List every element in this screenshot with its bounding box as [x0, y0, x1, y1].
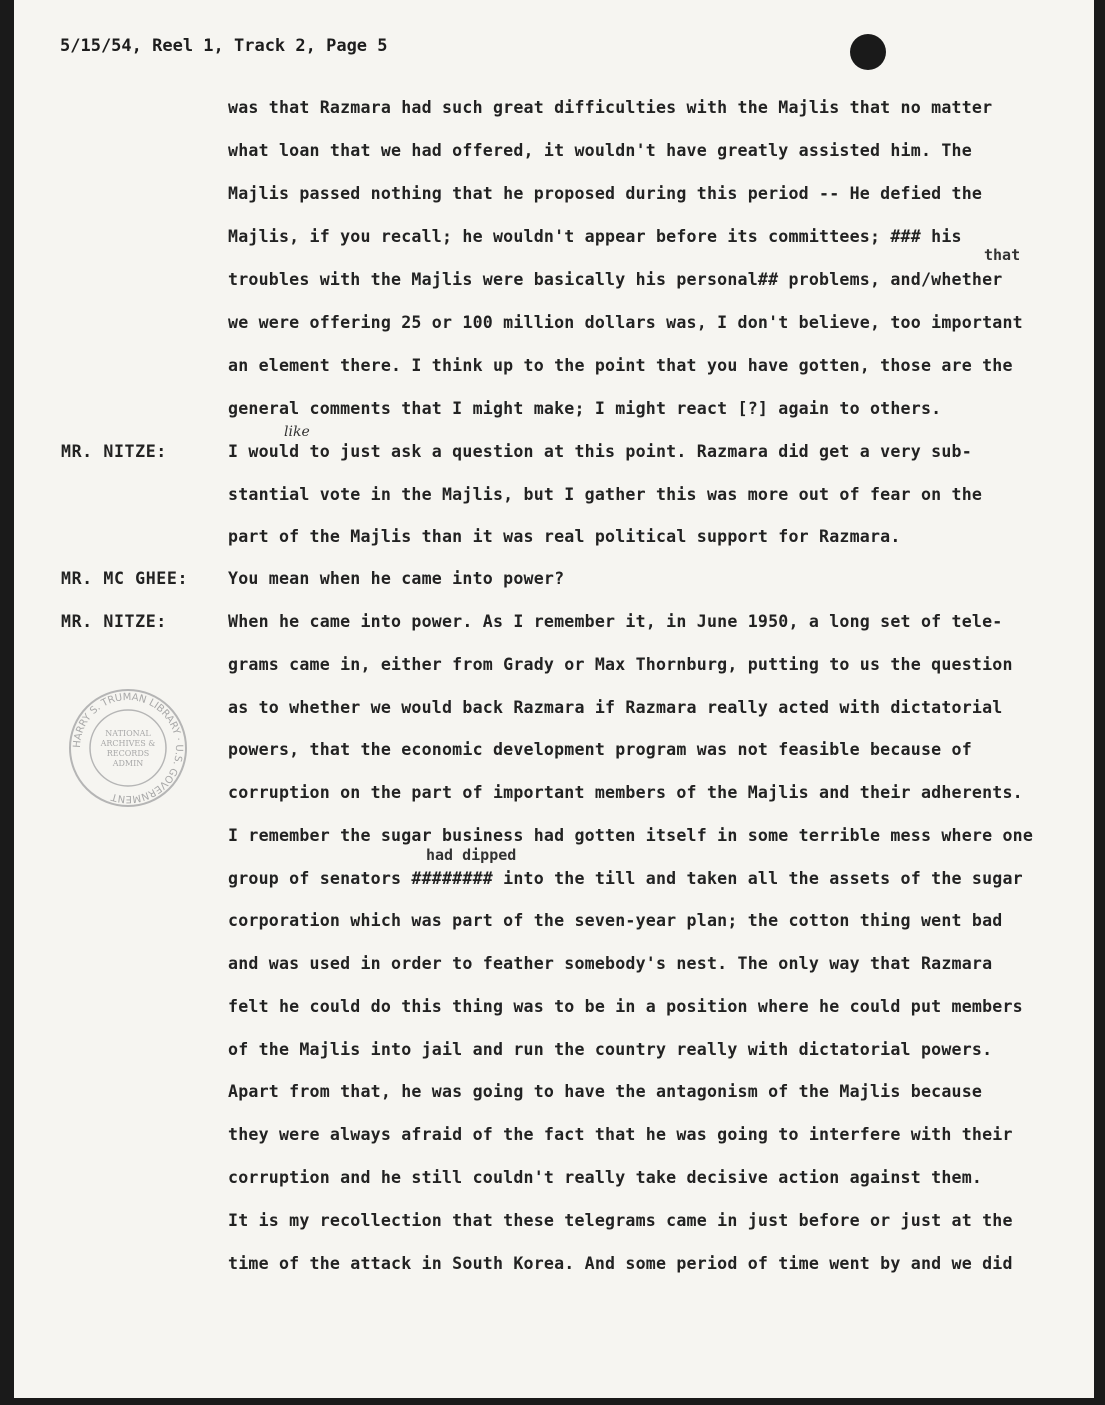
insertion-like: like — [284, 424, 310, 440]
text-line: corporation which was part of the seven-year plan; the cotton thing went bad — [228, 911, 1003, 930]
text-line: felt he could do this thing was to be in a position where he could put members — [228, 997, 1023, 1016]
text-line: what loan that we had offered, it wouldn't have greatly assisted him. The — [228, 141, 972, 160]
text-line: group of senators ######## into the till and taken all the assets of the sugar — [228, 869, 1023, 888]
text-line: general comments that I might make; I might react [?] again to others. — [228, 399, 942, 418]
text-line: as to whether we would back Razmara if Razmara really acted with dictatorial — [228, 698, 1003, 717]
document-page — [14, 0, 1094, 1398]
text-line: part of the Majlis than it was real political support for Razmara. — [228, 527, 901, 546]
page-reference-header: 5/15/54, Reel 1, Track 2, Page 5 — [60, 36, 388, 56]
text-line: corruption and he still couldn't really take decisive action against them. — [228, 1168, 983, 1187]
text-line: When he came into power. As I remember it, in June 1950, a long set of tele- — [228, 612, 1003, 631]
text-line: we were offering 25 or 100 million dollars was, I don't believe, too important — [228, 313, 1023, 332]
speaker-label-nitze: MR. NITZE: — [61, 442, 167, 461]
text-line: of the Majlis into jail and run the country really with dictatorial powers. — [228, 1040, 993, 1059]
punch-hole — [850, 34, 886, 70]
stamp-center-line: RECORDS — [106, 749, 150, 758]
text-line: stantial vote in the Majlis, but I gather this was more out of fear on the — [228, 485, 983, 504]
text-line: an element there. I think up to the point that you have gotten, those are the — [228, 356, 1013, 375]
text-line: grams came in, either from Grady or Max Thornburg, putting to us the question — [228, 655, 1013, 674]
text-line: Majlis, if you recall; he wouldn't appear before its committees; ### his — [228, 227, 962, 246]
stamp-center-line: ADMIN — [112, 759, 144, 768]
text-line: troubles with the Majlis were basically his personal## problems, and/whether — [228, 270, 1003, 289]
text-line: corruption on the part of important members of the Majlis and their adherents. — [228, 783, 1023, 802]
stamp-center-line: ARCHIVES & — [100, 739, 156, 748]
text-line: time of the attack in South Korea. And some period of time went by and we did — [228, 1254, 1013, 1273]
text-line: Apart from that, he was going to have the antagonism of the Majlis because — [228, 1082, 983, 1101]
text-line: You mean when he came into power? — [228, 569, 565, 588]
stamp-center-line: NATIONAL — [105, 729, 151, 738]
text-line: powers, that the economic development program was not feasible because of — [228, 740, 972, 759]
insertion-that: that — [984, 246, 1021, 264]
text-line: It is my recollection that these telegrams came in just before or just at the — [228, 1211, 1013, 1230]
text-line: was that Razmara had such great difficulties with the Majlis that no matter — [228, 98, 993, 117]
text-line: they were always afraid of the fact that he was going to interfere with their — [228, 1125, 1013, 1144]
speaker-label-nitze: MR. NITZE: — [61, 612, 167, 631]
speaker-label-mcghee: MR. MC GHEE: — [61, 569, 189, 588]
stamp-ring-text: HARRY S. TRUMAN LIBRARY · U.S. GOVERNMENT — [71, 691, 185, 805]
text-line: I remember the sugar business had gotten itself in some terrible mess where one — [228, 826, 1034, 845]
insertion-had-dipped: had dipped — [426, 846, 517, 864]
text-line: I would to just ask a question at this point. Razmara did get a very sub- — [228, 442, 972, 461]
archive-stamp — [66, 686, 190, 810]
text-line: and was used in order to feather somebody's nest. The only way that Razmara — [228, 954, 993, 973]
text-line: Majlis passed nothing that he proposed during this period -- He defied the — [228, 184, 983, 203]
